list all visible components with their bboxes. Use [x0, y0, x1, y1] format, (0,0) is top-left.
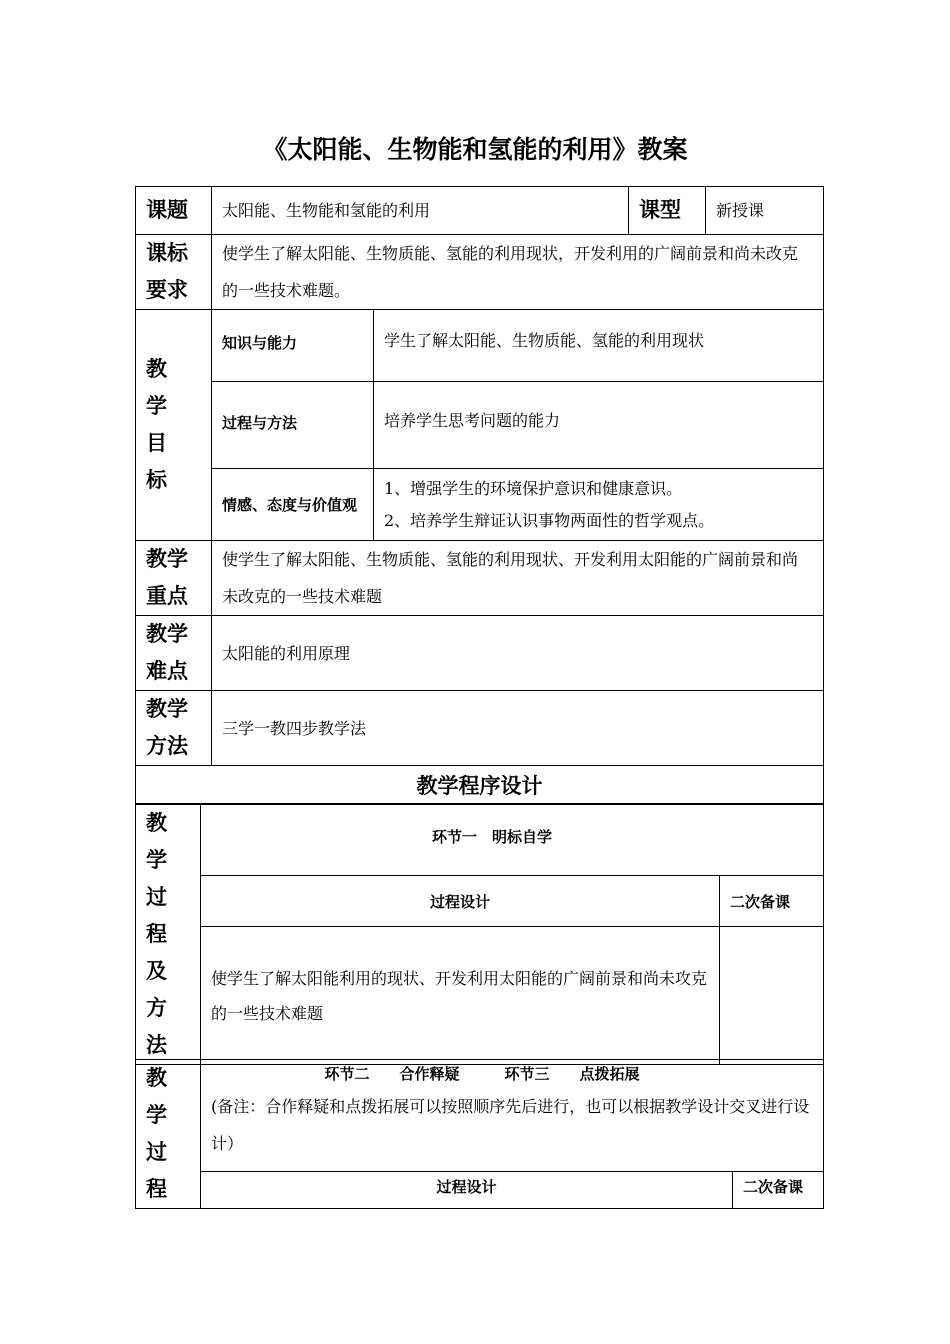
process-label-char: 过 [146, 885, 167, 909]
objectives-label-char: 教 [146, 357, 167, 381]
methods-row [136, 691, 824, 766]
process-value: 培养学生思考问题的能力 [374, 382, 824, 469]
objectives-label [136, 310, 212, 541]
objective-process-row [136, 382, 824, 469]
difficulties-row [136, 616, 824, 691]
objective-emotion-row [136, 469, 824, 541]
process-label-char: 过 [146, 1140, 167, 1164]
stage-two-cell [201, 1060, 824, 1172]
process-label-char: 方 [146, 996, 167, 1020]
curriculum-row [136, 235, 824, 310]
process-label-char: 教 [146, 1066, 167, 1090]
key-points-label [136, 541, 212, 616]
difficulties-value: 太阳能的利用原理 [212, 616, 824, 691]
knowledge-value: 学生了解太阳能、生物质能、氢能的利用现状 [374, 310, 824, 382]
stage-one-prep-cell [720, 927, 824, 1065]
topic-value: 太阳能、生物能和氢能的利用 [212, 187, 629, 235]
process-label-char: 程 [146, 1177, 167, 1201]
process-label: 过程与方法 [212, 382, 374, 469]
stage-two-title: 环节二 合作释疑 环节三 点拨拓展 [324, 1065, 640, 1083]
process-label-char: 法 [146, 1033, 167, 1057]
curriculum-value: 使学生了解太阳能、生物质能、氢能的利用现状，开发利用的广阔前景和尚未改克的一些技术难题。 [212, 235, 824, 310]
emotion-value-line2: 2、培养学生辩证认识事物两面性的哲学观点。 [384, 510, 715, 530]
process-section-1-label [136, 805, 201, 1065]
stage-two-prep-header: 二次备课 [733, 1172, 824, 1209]
key-points-value: 使学生了解太阳能、生物质能、氢能的利用现状、开发利用太阳能的广阔前景和尚未改克的一些技术难题 [212, 541, 824, 616]
key-points-label-line1: 教学 [146, 547, 188, 571]
type-label: 课型 [629, 187, 706, 235]
process-section-2-label [136, 1060, 201, 1209]
methods-value: 三学一教四步教学法 [212, 691, 824, 766]
stage-one-row [136, 805, 824, 876]
process-label-char: 及 [146, 959, 167, 983]
process-label-char: 学 [146, 848, 167, 872]
type-value: 新授课 [706, 187, 824, 235]
topic-row [136, 187, 824, 235]
process-label-char: 程 [146, 922, 167, 946]
stage-two-design-header: 过程设计 [201, 1172, 733, 1209]
difficulties-label-line2: 难点 [146, 659, 188, 683]
curriculum-label [136, 235, 212, 310]
objective-knowledge-row [136, 310, 824, 382]
topic-label: 课题 [136, 187, 212, 235]
knowledge-label: 知识与能力 [212, 310, 374, 382]
stage-one-content: 使学生了解太阳能利用的现状、开发利用太阳能的广阔前景和尚未攻克的一些技术难题 [201, 927, 720, 1065]
stage-one-content-row [136, 927, 824, 1065]
process-section-2-table [135, 1059, 824, 1209]
curriculum-label-line1: 课标 [146, 241, 188, 265]
stage-one-header-row [136, 876, 824, 927]
methods-label [136, 691, 212, 766]
process-section-1-table [135, 804, 824, 1065]
emotion-label: 情感、态度与价值观 [212, 469, 374, 541]
emotion-value [374, 469, 824, 541]
stage-one-prep-header: 二次备课 [720, 876, 824, 927]
stage-one-design-header: 过程设计 [201, 876, 720, 927]
objectives-label-char: 学 [146, 394, 167, 418]
difficulties-label [136, 616, 212, 691]
methods-label-line2: 方法 [146, 734, 188, 758]
process-label-char: 学 [146, 1103, 167, 1127]
stage-two-row [136, 1060, 824, 1172]
emotion-value-line1: 1、增强学生的环境保护意识和健康意识。 [384, 478, 683, 498]
program-design-row [136, 766, 824, 804]
curriculum-label-line2: 要求 [146, 278, 188, 302]
stage-one-title: 环节一 明标自学 [201, 805, 824, 876]
document-title: 《太阳能、生物能和氢能的利用》教案 [262, 135, 688, 164]
objectives-label-char: 目 [146, 431, 167, 455]
key-points-label-line2: 重点 [146, 584, 188, 608]
objectives-label-char: 标 [146, 468, 167, 492]
methods-label-line1: 教学 [146, 697, 188, 721]
stage-two-header-row [136, 1172, 824, 1209]
program-design-title: 教学程序设计 [136, 766, 824, 804]
key-points-row [136, 541, 824, 616]
stage-two-note: (备注：合作释疑和点拨拓展可以按照顺序先后进行，也可以根据教学设计交叉进行设计） [211, 1097, 810, 1153]
difficulties-label-line1: 教学 [146, 622, 188, 646]
process-label-char: 教 [146, 811, 167, 835]
lesson-plan-table [135, 186, 824, 804]
